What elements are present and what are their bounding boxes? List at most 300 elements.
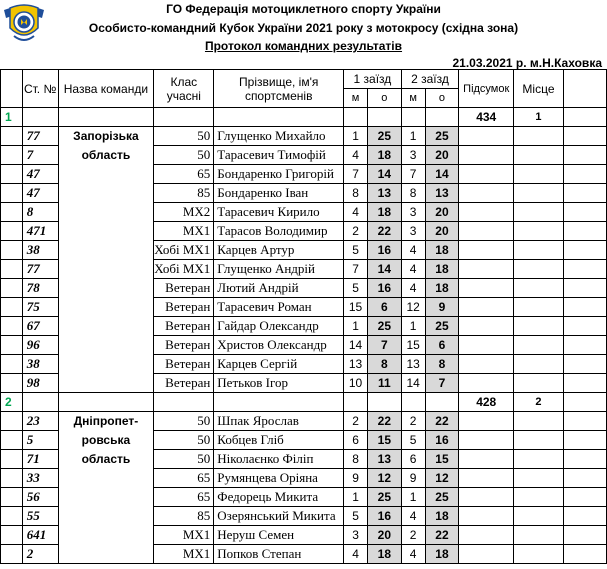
team-name-cell: [58, 203, 154, 222]
class-value: MX1: [154, 545, 214, 564]
class-value: 50: [154, 127, 214, 146]
team-name: Запорізька: [58, 127, 154, 146]
team-place: 1: [514, 108, 564, 127]
empty-cell: [459, 526, 514, 545]
race1-place: 6: [344, 431, 368, 450]
start-number: 56: [22, 488, 58, 507]
empty-cell: [1, 450, 23, 469]
team-name-cell: [58, 545, 154, 564]
race1-place: 14: [344, 336, 368, 355]
table-row: [1, 298, 607, 317]
race1-place: 5: [344, 507, 368, 526]
team-name-cell: [58, 279, 154, 298]
empty-cell: [563, 507, 606, 526]
empty-cell: [154, 108, 214, 127]
race2-place: 15: [401, 336, 425, 355]
athlete-name: Петьков Ігор: [214, 374, 344, 393]
athlete-name: Карцев Сергій: [214, 355, 344, 374]
col-start-no: Ст. №: [22, 70, 58, 108]
table-row: [1, 545, 607, 564]
empty-cell: [514, 222, 564, 241]
empty-cell: [514, 469, 564, 488]
table-row: [1, 336, 607, 355]
team-name-cell: [58, 355, 154, 374]
table-row: [1, 412, 607, 431]
empty-cell: [563, 336, 606, 355]
empty-cell: [514, 355, 564, 374]
empty-cell: [1, 488, 23, 507]
race2-points: 20: [425, 222, 459, 241]
race2-place: 4: [401, 260, 425, 279]
empty-cell: [154, 393, 214, 412]
start-number: 5: [22, 431, 58, 450]
empty-cell: [401, 393, 425, 412]
empty-cell: [563, 545, 606, 564]
results-table: [0, 69, 607, 564]
empty-cell: [459, 355, 514, 374]
empty-cell: [563, 526, 606, 545]
team-name-cell: [58, 317, 154, 336]
team-group-row: [1, 108, 607, 127]
empty-cell: [563, 412, 606, 431]
empty-cell: [1, 222, 23, 241]
team-name: область: [58, 146, 154, 165]
race1-place: 4: [344, 146, 368, 165]
table-row: [1, 241, 607, 260]
class-value: MX2: [154, 203, 214, 222]
empty-cell: [1, 545, 23, 564]
empty-cell: [514, 260, 564, 279]
race2-points: 15: [425, 450, 459, 469]
race1-points: 18: [367, 146, 401, 165]
start-number: 38: [22, 241, 58, 260]
empty-cell: [214, 108, 344, 127]
empty-cell: [1, 412, 23, 431]
athlete-name: Тарасов Володимир: [214, 222, 344, 241]
race1-place: 5: [344, 279, 368, 298]
empty-cell: [563, 260, 606, 279]
race1-points: 16: [367, 279, 401, 298]
table-row: [1, 279, 607, 298]
empty-cell: [514, 241, 564, 260]
team-name: ровська: [58, 431, 154, 450]
empty-cell: [1, 184, 23, 203]
team-name-cell: [58, 469, 154, 488]
start-number: 71: [22, 450, 58, 469]
group-number: 1: [1, 108, 23, 127]
athlete-name: Гайдар Олександр: [214, 317, 344, 336]
start-number: 77: [22, 127, 58, 146]
empty-cell: [514, 203, 564, 222]
team-name-cell: [58, 526, 154, 545]
empty-cell: [514, 165, 564, 184]
race2-place: 1: [401, 317, 425, 336]
empty-cell: [563, 355, 606, 374]
empty-cell: [1, 260, 23, 279]
race2-place: 4: [401, 507, 425, 526]
start-number: 38: [22, 355, 58, 374]
empty-cell: [563, 298, 606, 317]
class-value: Ветеран: [154, 374, 214, 393]
class-value: 50: [154, 450, 214, 469]
empty-cell: [459, 184, 514, 203]
race2-place: 4: [401, 545, 425, 564]
empty-cell: [459, 336, 514, 355]
athlete-name: Лютий Андрій: [214, 279, 344, 298]
empty-cell: [514, 545, 564, 564]
race2-place: 2: [401, 526, 425, 545]
race2-points: 18: [425, 279, 459, 298]
empty-cell: [514, 412, 564, 431]
empty-cell: [459, 241, 514, 260]
athlete-name: Федорець Микита: [214, 488, 344, 507]
race2-place: 7: [401, 165, 425, 184]
race2-points: 12: [425, 469, 459, 488]
race2-points: 25: [425, 488, 459, 507]
race2-points: 16: [425, 431, 459, 450]
class-value: 65: [154, 488, 214, 507]
class-value: Ветеран: [154, 317, 214, 336]
race2-place: 5: [401, 431, 425, 450]
empty-cell: [425, 393, 459, 412]
race1-points: 22: [367, 222, 401, 241]
table-row: [1, 355, 607, 374]
race2-points: 22: [425, 526, 459, 545]
empty-cell: [459, 507, 514, 526]
table-row: [1, 488, 607, 507]
team-name-cell: [58, 165, 154, 184]
empty-cell: [1, 374, 23, 393]
athlete-name: Христов Олександр: [214, 336, 344, 355]
race1-place: 2: [344, 412, 368, 431]
empty-cell: [22, 108, 58, 127]
empty-cell: [214, 393, 344, 412]
class-value: 85: [154, 507, 214, 526]
start-number: 8: [22, 203, 58, 222]
empty-cell: [563, 127, 606, 146]
table-row: [1, 469, 607, 488]
empty-cell: [344, 393, 368, 412]
start-number: 33: [22, 469, 58, 488]
race1-place: 10: [344, 374, 368, 393]
table-row: [1, 374, 607, 393]
athlete-name: Попков Степан: [214, 545, 344, 564]
empty-cell: [514, 526, 564, 545]
empty-cell: [563, 165, 606, 184]
empty-cell: [459, 260, 514, 279]
empty-cell: [514, 279, 564, 298]
team-name-cell: [58, 488, 154, 507]
col-total: Підсумок: [459, 70, 514, 108]
col-class: Клас учасні: [154, 70, 214, 108]
race2-place: 3: [401, 222, 425, 241]
team-group-row: [1, 393, 607, 412]
table-row: [1, 203, 607, 222]
empty-cell: [459, 203, 514, 222]
race2-points: 7: [425, 374, 459, 393]
start-number: 641: [22, 526, 58, 545]
col-race2-points: о: [425, 89, 459, 108]
empty-cell: [514, 184, 564, 203]
empty-cell: [459, 431, 514, 450]
athlete-name: Ніколаєнко Філіп: [214, 450, 344, 469]
col-race2: 2 заїзд: [401, 70, 459, 89]
start-number: 47: [22, 184, 58, 203]
class-value: MX1: [154, 222, 214, 241]
empty-cell: [563, 184, 606, 203]
table-row: [1, 260, 607, 279]
race2-place: 3: [401, 146, 425, 165]
race1-points: 18: [367, 203, 401, 222]
empty-cell: [563, 241, 606, 260]
col-race1: 1 заїзд: [344, 70, 402, 89]
race2-place: 1: [401, 488, 425, 507]
empty-cell: [459, 222, 514, 241]
col-race2-place: м: [401, 89, 425, 108]
race1-points: 7: [367, 336, 401, 355]
race2-place: 12: [401, 298, 425, 317]
athlete-name: Шпак Ярослав: [214, 412, 344, 431]
empty-cell: [1, 355, 23, 374]
athlete-name: Кобцев Гліб: [214, 431, 344, 450]
race2-place: 13: [401, 355, 425, 374]
athlete-name: Тарасевич Роман: [214, 298, 344, 317]
empty-cell: [563, 146, 606, 165]
empty-cell: [1, 526, 23, 545]
empty-cell: [1, 431, 23, 450]
federation-title: ГО Федерація мотоциклетного спорту України: [166, 2, 441, 16]
empty-cell: [563, 203, 606, 222]
race2-points: 20: [425, 146, 459, 165]
race1-points: 16: [367, 507, 401, 526]
race1-place: 4: [344, 203, 368, 222]
empty-cell: [563, 222, 606, 241]
empty-cell: [22, 393, 58, 412]
class-value: Ветеран: [154, 355, 214, 374]
start-number: 67: [22, 317, 58, 336]
col-race1-place: м: [344, 89, 368, 108]
race1-points: 6: [367, 298, 401, 317]
table-row: [1, 127, 607, 146]
empty-cell: [1, 165, 23, 184]
empty-cell: [563, 108, 606, 127]
class-value: 50: [154, 431, 214, 450]
race1-place: 4: [344, 545, 368, 564]
class-value: 85: [154, 184, 214, 203]
athlete-name: Бондаренко Іван: [214, 184, 344, 203]
team-name-cell: [58, 260, 154, 279]
race1-points: 14: [367, 165, 401, 184]
empty-cell: [514, 336, 564, 355]
col-name: Прізвище, ім'я спортсменів: [214, 70, 344, 108]
empty-cell: [459, 146, 514, 165]
start-number: 55: [22, 507, 58, 526]
race1-place: 8: [344, 184, 368, 203]
race2-points: 18: [425, 241, 459, 260]
race1-place: 15: [344, 298, 368, 317]
race1-place: 13: [344, 355, 368, 374]
team-name-cell: [58, 507, 154, 526]
athlete-name: Румянцева Оріяна: [214, 469, 344, 488]
empty-cell: [367, 393, 401, 412]
race2-place: 1: [401, 127, 425, 146]
table-row: [1, 450, 607, 469]
race1-points: 20: [367, 526, 401, 545]
class-value: 50: [154, 146, 214, 165]
race1-place: 7: [344, 165, 368, 184]
race2-place: 6: [401, 450, 425, 469]
empty-cell: [459, 165, 514, 184]
race2-place: 9: [401, 469, 425, 488]
athlete-name: Глущенко Михайло: [214, 127, 344, 146]
empty-cell: [1, 469, 23, 488]
empty-cell: [459, 279, 514, 298]
race1-points: 11: [367, 374, 401, 393]
team-place: 2: [514, 393, 564, 412]
empty-cell: [563, 393, 606, 412]
start-number: 471: [22, 222, 58, 241]
race2-points: 25: [425, 317, 459, 336]
race1-place: 9: [344, 469, 368, 488]
empty-cell: [563, 317, 606, 336]
race1-points: 18: [367, 545, 401, 564]
race2-points: 6: [425, 336, 459, 355]
empty-cell: [459, 469, 514, 488]
race2-points: 22: [425, 412, 459, 431]
empty-cell: [514, 507, 564, 526]
table-row: [1, 165, 607, 184]
race2-points: 13: [425, 184, 459, 203]
class-value: Ветеран: [154, 298, 214, 317]
empty-cell: [514, 127, 564, 146]
class-value: 65: [154, 469, 214, 488]
start-number: 2: [22, 545, 58, 564]
table-row: [1, 431, 607, 450]
athlete-name: Тарасевич Кирило: [214, 203, 344, 222]
athlete-name: Бондаренко Григорій: [214, 165, 344, 184]
team-name: область: [58, 450, 154, 469]
race1-place: 7: [344, 260, 368, 279]
empty-cell: [459, 374, 514, 393]
start-number: 75: [22, 298, 58, 317]
race2-points: 18: [425, 260, 459, 279]
start-number: 47: [22, 165, 58, 184]
race2-points: 14: [425, 165, 459, 184]
class-value: Хобі MX1: [154, 260, 214, 279]
protocol-title: Протокол командних результатів: [204, 39, 403, 53]
empty-cell: [514, 374, 564, 393]
competition-title: Особисто-командний Кубок України 2021 року з мотокросу (східна зона): [88, 21, 519, 35]
table-row: [1, 526, 607, 545]
race1-points: 22: [367, 412, 401, 431]
start-number: 23: [22, 412, 58, 431]
athlete-name: Озерянський Микита: [214, 507, 344, 526]
group-number: 2: [1, 393, 23, 412]
empty-cell: [459, 127, 514, 146]
start-number: 78: [22, 279, 58, 298]
class-value: 65: [154, 165, 214, 184]
empty-cell: [514, 146, 564, 165]
athlete-name: Неруш Семен: [214, 526, 344, 545]
team-total: 434: [459, 108, 514, 127]
race2-points: 20: [425, 203, 459, 222]
race2-points: 9: [425, 298, 459, 317]
empty-cell: [1, 317, 23, 336]
col-team: Назва команди: [58, 70, 154, 108]
col-place: Місце: [514, 70, 564, 108]
empty-cell: [514, 317, 564, 336]
race1-place: 1: [344, 127, 368, 146]
empty-cell: [1, 146, 23, 165]
athlete-name: Тарасевич Тимофій: [214, 146, 344, 165]
race2-place: 14: [401, 374, 425, 393]
class-value: Ветеран: [154, 336, 214, 355]
empty-cell: [563, 374, 606, 393]
race1-points: 25: [367, 127, 401, 146]
race2-points: 25: [425, 127, 459, 146]
team-name: Дніпропет-: [58, 412, 154, 431]
race1-points: 12: [367, 469, 401, 488]
empty-cell: [563, 279, 606, 298]
start-number: 96: [22, 336, 58, 355]
empty-cell: [58, 108, 154, 127]
race1-points: 8: [367, 355, 401, 374]
race1-points: 13: [367, 184, 401, 203]
race1-place: 8: [344, 450, 368, 469]
class-value: MX1: [154, 526, 214, 545]
race2-points: 18: [425, 507, 459, 526]
start-number: 7: [22, 146, 58, 165]
table-row: [1, 222, 607, 241]
empty-cell: [459, 298, 514, 317]
start-number: 98: [22, 374, 58, 393]
class-value: Ветеран: [154, 279, 214, 298]
empty-cell: [514, 431, 564, 450]
empty-cell: [1, 241, 23, 260]
table-row: [1, 184, 607, 203]
empty-cell: [1, 336, 23, 355]
empty-cell: [563, 450, 606, 469]
race2-points: 8: [425, 355, 459, 374]
team-name-cell: [58, 374, 154, 393]
race1-place: 1: [344, 317, 368, 336]
table-row: [1, 146, 607, 165]
team-name-cell: [58, 184, 154, 203]
event-date: 21.03.2021 р. м.Н.Каховка: [452, 56, 602, 70]
athlete-name: Карцев Артур: [214, 241, 344, 260]
empty-cell: [1, 127, 23, 146]
empty-cell: [563, 431, 606, 450]
team-name-cell: [58, 298, 154, 317]
race1-points: 15: [367, 431, 401, 450]
race2-place: 2: [401, 412, 425, 431]
empty-cell: [514, 488, 564, 507]
start-number: 77: [22, 260, 58, 279]
team-name-cell: [58, 336, 154, 355]
class-value: 50: [154, 412, 214, 431]
empty-cell: [514, 450, 564, 469]
empty-cell: [425, 108, 459, 127]
race1-place: 2: [344, 222, 368, 241]
empty-cell: [459, 412, 514, 431]
empty-cell: [1, 203, 23, 222]
empty-cell: [563, 469, 606, 488]
athlete-name: Глущенко Андрій: [214, 260, 344, 279]
table-row: [1, 507, 607, 526]
empty-cell: [459, 317, 514, 336]
empty-cell: [1, 507, 23, 526]
race2-place: 8: [401, 184, 425, 203]
